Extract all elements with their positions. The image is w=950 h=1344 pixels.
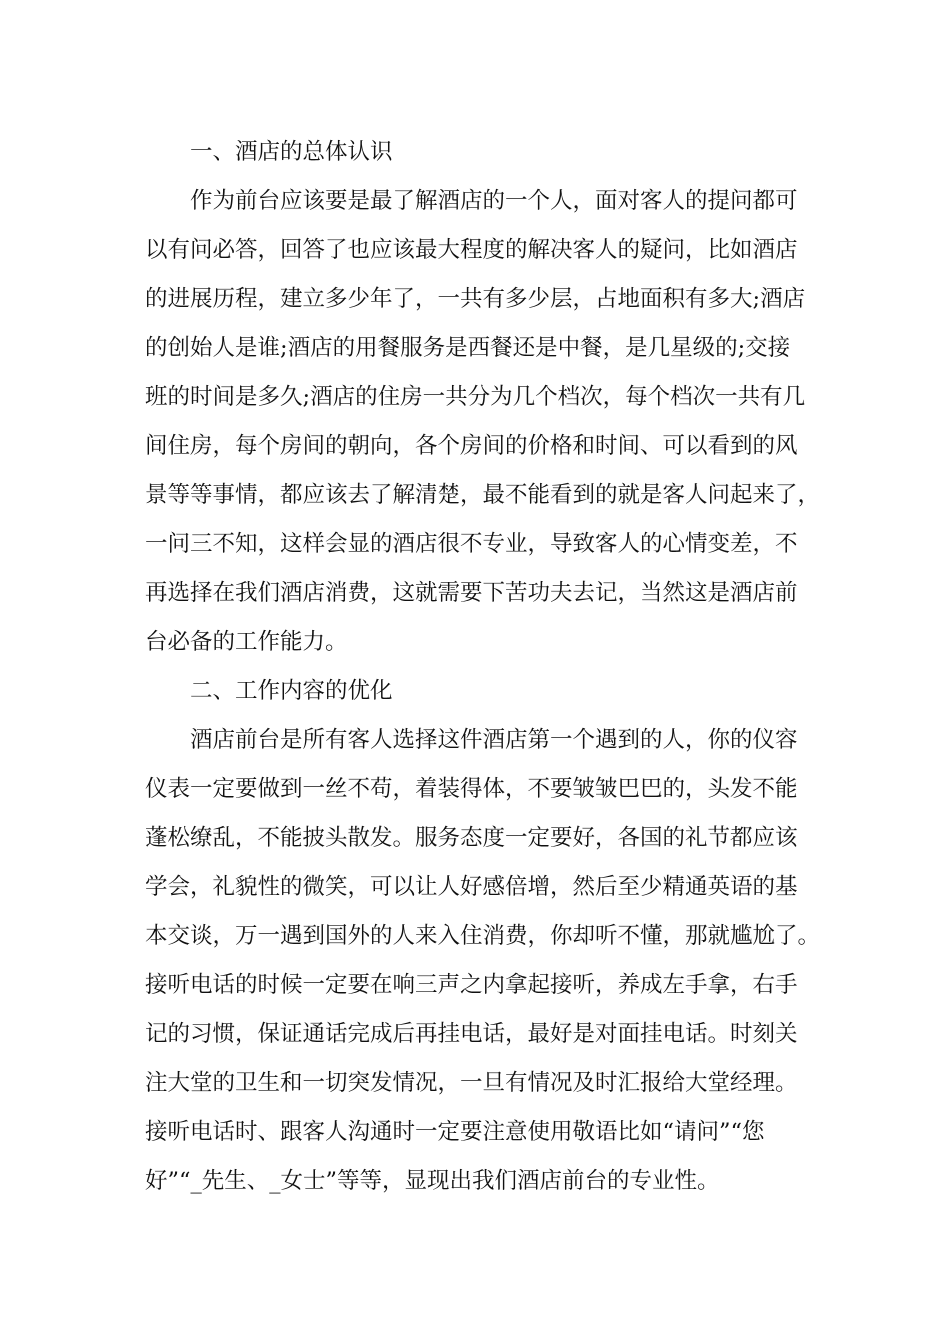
paragraph-line: 好”“_先生、_女士”等等，显现出我们酒店前台的专业性。 — [145, 1168, 720, 1194]
paragraph-line: 接听电话的时候一定要在响三声之内拿起接听，养成左手拿，右手 — [145, 972, 798, 998]
paragraph-line: 本交谈，万一遇到国外的人来入住消费，你却听不懂，那就尴尬了。 — [145, 923, 821, 949]
paragraph-line: 以有问必答，回答了也应该最大程度的解决客人的疑问，比如酒店 — [145, 237, 798, 263]
paragraph-line: 景等等事情，都应该去了解清楚，最不能看到的就是客人问起来了， — [145, 482, 821, 508]
paragraph-line: 学会，礼貌性的微笑，可以让人好感倍增，然后至少精通英语的基 — [145, 874, 798, 900]
paragraph-line: 仪表一定要做到一丝不苟，着装得体，不要皱皱巴巴的，头发不能 — [145, 776, 798, 802]
section-heading-1: 一、酒店的总体认识 — [190, 139, 393, 165]
paragraph-line: 台必备的工作能力。 — [145, 629, 348, 655]
paragraph-line: 记的习惯，保证通话完成后再挂电话，最好是对面挂电话。时刻关 — [145, 1021, 798, 1047]
paragraph-line: 注大堂的卫生和一切突发情况，一旦有情况及时汇报给大堂经理。 — [145, 1070, 798, 1096]
paragraph-line: 酒店前台是所有客人选择这件酒店第一个遇到的人，你的仪容 — [190, 727, 798, 753]
paragraph-line: 的创始人是谁;酒店的用餐服务是西餐还是中餐，是几星级的;交接 — [145, 335, 791, 361]
paragraph-line: 蓬松缭乱，不能披头散发。服务态度一定要好，各国的礼节都应该 — [145, 825, 798, 851]
paragraph-line: 接听电话时、跟客人沟通时一定要注意使用敬语比如“请问”“您 — [145, 1119, 765, 1145]
paragraph-line: 班的时间是多久;酒店的住房一共分为几个档次，每个档次一共有几 — [145, 384, 806, 410]
paragraph-line: 的进展历程，建立多少年了，一共有多少层，占地面积有多大;酒店 — [145, 286, 806, 312]
paragraph-line: 再选择在我们酒店消费，这就需要下苦功夫去记，当然这是酒店前 — [145, 580, 798, 606]
paragraph-line: 间住房，每个房间的朝向，各个房间的价格和时间、可以看到的风 — [145, 433, 798, 459]
section-heading-2: 二、工作内容的优化 — [190, 678, 393, 704]
paragraph-line: 作为前台应该要是最了解酒店的一个人，面对客人的提问都可 — [190, 188, 798, 214]
paragraph-line: 一问三不知，这样会显的酒店很不专业，导致客人的心情变差，不 — [145, 531, 798, 557]
